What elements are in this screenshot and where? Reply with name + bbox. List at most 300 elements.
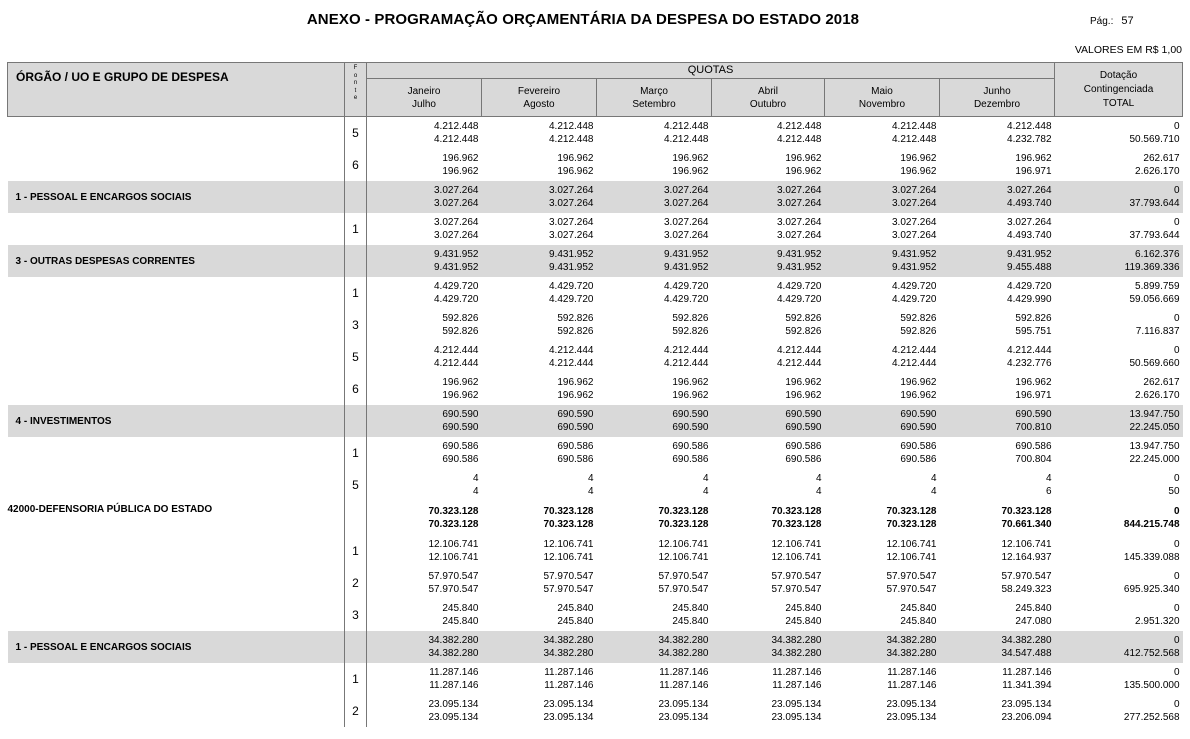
cell-value-second: 23.095.134 [771,712,822,723]
cell-value-second: 22.245.050 [1129,422,1180,433]
cell-month-pair [825,373,940,405]
cell-value-second: 690.590 [785,422,822,433]
cell-value-first: 12.106.741 [886,539,937,550]
cell-value-second: 4.493.740 [1007,198,1052,209]
cell-value-second: 9.455.488 [1007,262,1052,273]
cell-value-first: 6.162.376 [1135,249,1180,260]
cell-month-pair [482,567,597,599]
cell-value-second: 12.106.741 [771,552,822,563]
cell-value-first: 0 [1173,699,1180,710]
cell-value-second: 4.212.444 [777,358,822,369]
cell-value-second: 4 [587,486,594,497]
table-row [8,117,1183,150]
row-fonte [345,245,367,277]
page-indicator [1090,15,1134,27]
header-total-line2: Contingenciada [1083,84,1154,95]
cell-value-first: 4.212.444 [434,345,479,356]
cell-value-first: 57.970.547 [543,571,594,582]
cell-value-second: 34.382.280 [771,648,822,659]
cell-month-pair [597,277,712,309]
cell-value-second: 135.500.000 [1123,680,1180,691]
cell-month-pair [825,277,940,309]
cell-value-first: 4.212.448 [777,121,822,132]
cell-value-second: 3.027.264 [549,230,594,241]
cell-value-first: 4.429.720 [549,281,594,292]
cell-value-first: 196.962 [672,153,709,164]
cell-month-pair [367,245,482,277]
cell-value-second: 4.212.444 [549,358,594,369]
row-label [8,373,345,405]
cell-month-pair [597,117,712,150]
table-row [8,599,1183,631]
cell-value-first: 3.027.264 [664,217,709,228]
cell-month-pair [940,567,1055,599]
cell-value-first: 12.106.741 [1001,539,1052,550]
cell-value-second: 4.493.740 [1007,230,1052,241]
cell-value-first: 690.590 [1015,409,1052,420]
cell-month-pair [712,469,825,501]
cell-value-second: 57.970.547 [886,584,937,595]
cell-value-first: 0 [1173,121,1180,132]
cell-value-second: 9.431.952 [549,262,594,273]
cell-month-pair [482,245,597,277]
cell-value-first: 11.287.146 [887,667,937,678]
table-row [8,631,1183,663]
cell-value-first: 592.826 [672,313,709,324]
cell-value-second: 22.245.000 [1129,454,1180,465]
cell-month-pair [482,373,597,405]
cell-month-pair [825,213,940,245]
cell-value-first: 70.323.128 [658,506,709,517]
cell-month-pair [940,181,1055,213]
cell-value-second: 245.840 [900,616,937,627]
cell-month-pair [825,437,940,469]
cell-value-second: 119.369.336 [1124,262,1180,273]
cell-value-first: 34.382.280 [543,635,594,646]
cell-month-pair [712,181,825,213]
cell-value-second: 34.382.280 [886,648,937,659]
cell-value-second: 3.027.264 [434,198,479,209]
cell-value-first: 196.962 [1015,153,1052,164]
cell-value-second: 23.206.094 [1001,712,1052,723]
cell-value-first: 12.106.741 [543,539,594,550]
cell-value-first: 4.212.444 [549,345,594,356]
cell-month-pair [597,567,712,599]
cell-value-second: 70.323.128 [886,519,937,530]
cell-month-pair [482,695,597,727]
cell-value-second: 12.106.741 [543,552,594,563]
cell-value-first: 262.617 [1143,153,1180,164]
cell-value-second: 690.590 [442,422,479,433]
cell-value-first: 0 [1173,603,1180,614]
currency-note: VALORES EM R$ 1,00 [1074,44,1182,56]
cell-value-first: 690.590 [442,409,479,420]
cell-value-first: 4 [472,473,479,484]
cell-value-first: 4.212.444 [777,345,822,356]
cell-value-second: 37.793.644 [1129,198,1180,209]
header-month-first: Maio [871,85,893,97]
cell-month-pair [712,213,825,245]
cell-value-second: 12.106.741 [428,552,479,563]
header-fonte-letter: o [353,72,358,79]
cell-value-second: 592.826 [900,326,937,337]
cell-value-second: 3.027.264 [892,198,937,209]
cell-value-first: 690.586 [900,441,937,452]
row-label [8,149,345,181]
header-month-4 [825,79,940,117]
cell-month-pair [940,341,1055,373]
cell-value-second: 196.962 [442,166,479,177]
cell-value-first: 4 [587,473,594,484]
cell-value-first: 196.962 [672,377,709,388]
cell-value-first: 0 [1173,345,1180,356]
header-month-3 [712,79,825,117]
cell-value-second: 592.826 [672,326,709,337]
cell-total [1055,437,1183,469]
header-month-second: Setembro [632,98,676,110]
cell-value-first: 0 [1173,473,1180,484]
cell-value-first: 23.095.134 [1001,699,1052,710]
cell-month-pair [825,245,940,277]
table-row [8,535,1183,567]
row-fonte: 2 [345,695,367,727]
header-fonte-letter: F [353,65,358,71]
cell-value-second: 196.962 [442,390,479,401]
cell-value-second: 2.626.170 [1135,390,1180,401]
cell-month-pair [940,405,1055,437]
row-fonte: 6 [345,149,367,181]
cell-value-second: 23.095.134 [543,712,594,723]
cell-value-first: 3.027.264 [434,217,479,228]
cell-month-pair [712,695,825,727]
cell-value-first: 13.947.750 [1129,409,1180,420]
cell-value-first: 4.429.720 [434,281,479,292]
cell-value-second: 4.429.720 [664,294,709,305]
cell-value-first: 57.970.547 [886,571,937,582]
cell-value-second: 3.027.264 [664,198,709,209]
cell-month-pair [940,213,1055,245]
cell-value-second: 11.287.146 [429,680,479,691]
cell-value-first: 0 [1173,667,1180,678]
cell-value-first: 3.027.264 [434,185,479,196]
header-total-line1: Dotação [1099,70,1138,81]
cell-value-first: 23.095.134 [771,699,822,710]
cell-month-pair [597,501,712,535]
cell-value-second: 2.626.170 [1135,166,1180,177]
header-month-first: Março [640,85,668,97]
cell-value-second: 34.382.280 [543,648,594,659]
cell-value-second: 844.215.748 [1123,519,1180,530]
header-month-second: Agosto [523,98,555,110]
cell-value-second: 9.431.952 [434,262,479,273]
cell-value-first: 196.962 [442,377,479,388]
cell-value-second: 11.287.146 [772,680,822,691]
cell-value-second: 12.106.741 [886,552,937,563]
cell-value-first: 0 [1173,571,1180,582]
cell-value-second: 196.962 [900,166,937,177]
cell-value-first: 70.323.128 [886,506,937,517]
cell-value-first: 4.212.448 [1007,121,1052,132]
cell-month-pair [367,567,482,599]
cell-month-pair [712,567,825,599]
cell-month-pair [482,535,597,567]
cell-month-pair [712,501,825,535]
cell-value-second: 277.252.568 [1123,712,1180,723]
row-fonte: 5 [345,117,367,150]
cell-value-first: 245.840 [900,603,937,614]
cell-value-first: 690.586 [1015,441,1052,452]
cell-value-second: 690.586 [900,454,937,465]
cell-total [1055,567,1183,599]
cell-value-first: 0 [1173,185,1180,196]
cell-month-pair [712,535,825,567]
cell-value-second: 4.212.448 [892,134,937,145]
page-label: Pág.: [1090,16,1114,27]
cell-month-pair [940,501,1055,535]
cell-total [1055,469,1183,501]
cell-value-second: 50 [1168,486,1180,497]
row-fonte [345,501,367,535]
cell-total [1055,631,1183,663]
table-row [8,277,1183,309]
cell-month-pair [482,181,597,213]
cell-month-pair [367,663,482,695]
cell-value-second: 245.840 [557,616,594,627]
cell-value-first: 11.287.146 [772,667,822,678]
cell-value-first: 12.106.741 [658,539,709,550]
cell-total [1055,181,1183,213]
cell-value-second: 57.970.547 [658,584,709,595]
cell-month-pair [367,181,482,213]
row-label [8,309,345,341]
table-row [8,469,1183,501]
cell-value-second: 12.164.937 [1001,552,1052,563]
table-row [8,663,1183,695]
cell-value-second: 70.323.128 [543,519,594,530]
cell-value-first: 690.590 [557,409,594,420]
cell-value-first: 34.382.280 [886,635,937,646]
table-body [8,117,1183,728]
cell-value-second: 23.095.134 [658,712,709,723]
cell-value-second: 196.962 [672,166,709,177]
cell-value-first: 34.382.280 [1001,635,1052,646]
cell-month-pair [940,631,1055,663]
cell-value-second: 690.590 [557,422,594,433]
cell-value-first: 0 [1173,506,1180,517]
table-row [8,341,1183,373]
cell-value-first: 4.429.720 [664,281,709,292]
table-row [8,213,1183,245]
cell-month-pair [367,501,482,535]
cell-month-pair [712,245,825,277]
cell-value-first: 4.212.444 [1007,345,1052,356]
row-fonte: 2 [345,567,367,599]
table-row [8,181,1183,213]
cell-value-second: 4 [930,486,937,497]
cell-value-second: 50.569.660 [1129,358,1180,369]
cell-value-first: 70.323.128 [428,506,479,517]
cell-value-first: 34.382.280 [771,635,822,646]
cell-value-first: 690.586 [672,441,709,452]
cell-value-second: 196.962 [557,166,594,177]
cell-value-second: 196.962 [900,390,937,401]
header-fonte [345,63,367,117]
cell-value-first: 4 [702,473,709,484]
cell-value-first: 196.962 [557,153,594,164]
table-row [8,695,1183,727]
cell-value-first: 592.826 [785,313,822,324]
cell-month-pair [482,341,597,373]
cell-value-second: 595.751 [1015,326,1052,337]
cell-value-second: 70.661.340 [1001,519,1052,530]
row-fonte: 1 [345,535,367,567]
cell-value-second: 4.429.720 [777,294,822,305]
cell-value-second: 4.212.444 [434,358,479,369]
cell-value-second: 695.925.340 [1123,584,1180,595]
cell-value-first: 9.431.952 [549,249,594,260]
cell-month-pair [597,663,712,695]
table-header [8,63,1183,117]
cell-total [1055,149,1183,181]
row-label: 42000-DEFENSORIA PÚBLICA DO ESTADO [7,504,213,515]
cell-month-pair [940,277,1055,309]
cell-month-pair [940,469,1055,501]
cell-value-second: 3.027.264 [664,230,709,241]
cell-value-second: 700.804 [1015,454,1052,465]
cell-value-first: 11.287.146 [659,667,709,678]
header-month-0 [367,79,482,117]
cell-value-second: 690.586 [672,454,709,465]
cell-month-pair [597,373,712,405]
cell-value-first: 23.095.134 [658,699,709,710]
cell-value-second: 7.116.837 [1135,326,1180,337]
report-title: ANEXO - PROGRAMAÇÃO ORÇAMENTÁRIA DA DESPESA DO ESTADO 2018 [306,11,860,28]
cell-month-pair [367,631,482,663]
cell-value-second: 592.826 [557,326,594,337]
row-fonte: 3 [345,599,367,631]
cell-value-second: 592.826 [442,326,479,337]
cell-value-second: 3.027.264 [777,198,822,209]
cell-value-first: 4.212.444 [892,345,937,356]
cell-value-second: 57.970.547 [543,584,594,595]
cell-value-first: 70.323.128 [1001,506,1052,517]
cell-value-first: 23.095.134 [543,699,594,710]
row-label [8,117,345,150]
cell-value-first: 690.590 [785,409,822,420]
row-label [8,599,345,631]
cell-value-first: 3.027.264 [777,185,822,196]
cell-value-second: 2.951.320 [1135,616,1180,627]
header-total [1055,63,1183,117]
cell-value-first: 245.840 [442,603,479,614]
cell-month-pair [825,535,940,567]
cell-month-pair [367,599,482,631]
cell-value-first: 262.617 [1143,377,1180,388]
cell-month-pair [940,695,1055,727]
cell-value-second: 3.027.264 [892,230,937,241]
cell-value-second: 11.287.146 [887,680,937,691]
cell-month-pair [825,469,940,501]
cell-month-pair [825,695,940,727]
cell-value-second: 3.027.264 [549,198,594,209]
cell-month-pair [597,405,712,437]
cell-month-pair [367,695,482,727]
cell-total [1055,245,1183,277]
cell-value-second: 196.962 [785,390,822,401]
cell-value-second: 58.249.323 [1001,584,1052,595]
cell-value-first: 3.027.264 [892,185,937,196]
cell-value-second: 690.590 [672,422,709,433]
cell-month-pair [712,117,825,150]
cell-value-first: 245.840 [785,603,822,614]
cell-value-second: 247.080 [1015,616,1052,627]
cell-month-pair [597,245,712,277]
cell-value-first: 13.947.750 [1129,441,1180,452]
table-row [8,567,1183,599]
cell-month-pair [825,405,940,437]
cell-total [1055,277,1183,309]
cell-month-pair [712,341,825,373]
cell-month-pair [712,599,825,631]
cell-value-second: 690.586 [785,454,822,465]
cell-value-first: 5.899.759 [1135,281,1180,292]
cell-month-pair [825,501,940,535]
row-fonte: 5 [345,341,367,373]
cell-value-first: 11.287.146 [429,667,479,678]
cell-value-second: 6 [1045,486,1052,497]
cell-value-first: 57.970.547 [1001,571,1052,582]
cell-value-first: 3.027.264 [549,217,594,228]
cell-month-pair [367,405,482,437]
cell-value-second: 4.212.444 [892,358,937,369]
cell-value-second: 11.341.394 [1002,680,1052,691]
cell-month-pair [825,631,940,663]
cell-value-second: 145.339.088 [1123,552,1180,563]
cell-month-pair [482,437,597,469]
cell-value-first: 9.431.952 [664,249,709,260]
cell-value-second: 9.431.952 [777,262,822,273]
cell-value-second: 690.586 [442,454,479,465]
row-label [8,277,345,309]
cell-month-pair [825,599,940,631]
cell-month-pair [940,437,1055,469]
cell-value-first: 3.027.264 [1007,185,1052,196]
header-org: ÓRGÃO / UO E GRUPO DE DESPESA [8,63,345,117]
cell-value-first: 3.027.264 [664,185,709,196]
cell-month-pair [597,535,712,567]
cell-total [1055,405,1183,437]
cell-value-second: 700.810 [1015,422,1052,433]
cell-value-first: 11.287.146 [544,667,594,678]
cell-value-second: 690.586 [557,454,594,465]
cell-month-pair [825,341,940,373]
cell-value-second: 57.970.547 [771,584,822,595]
cell-value-first: 196.962 [785,377,822,388]
row-fonte [345,631,367,663]
cell-month-pair [940,373,1055,405]
cell-value-first: 245.840 [672,603,709,614]
cell-value-first: 12.106.741 [771,539,822,550]
cell-month-pair [482,309,597,341]
cell-value-first: 592.826 [442,313,479,324]
cell-value-first: 3.027.264 [549,185,594,196]
cell-value-first: 57.970.547 [658,571,709,582]
cell-value-second: 4 [472,486,479,497]
cell-value-first: 4.212.444 [664,345,709,356]
cell-value-second: 70.323.128 [771,519,822,530]
cell-month-pair [712,277,825,309]
cell-month-pair [367,309,482,341]
